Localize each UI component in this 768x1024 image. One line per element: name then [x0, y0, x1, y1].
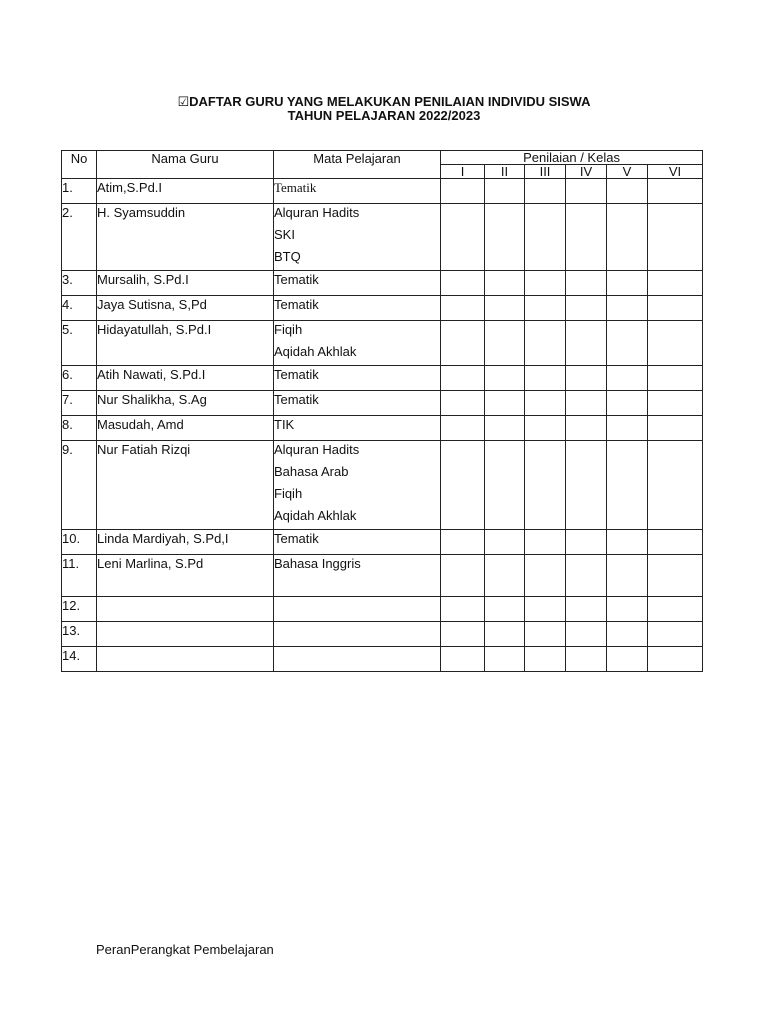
class-assessment-cell: [607, 530, 648, 555]
subject-cell: [274, 204, 441, 271]
row-number: [62, 321, 97, 366]
class-assessment-cell: [607, 321, 648, 366]
class-assessment-cell: [566, 555, 607, 597]
class-assessment-cell: [485, 179, 525, 204]
teacher-assessment-table: [61, 150, 703, 672]
subject-text: Tematik: [274, 272, 319, 287]
class-assessment-cell: [485, 271, 525, 296]
class-assessment-cell: [648, 530, 703, 555]
class-assessment-cell: [485, 597, 525, 622]
class-assessment-cell: [648, 441, 703, 530]
class-assessment-cell: [566, 597, 607, 622]
subject-cell: [274, 271, 441, 296]
row-number-text: 9.: [62, 442, 73, 457]
header-class-6: VI: [648, 165, 703, 179]
row-number-text: 11.: [62, 556, 80, 571]
teacher-name: [97, 647, 274, 672]
class-assessment-cell: [485, 416, 525, 441]
class-assessment-cell: [441, 366, 485, 391]
class-assessment-cell: [566, 321, 607, 366]
row-number: [62, 271, 97, 296]
class-assessment-cell: [441, 271, 485, 296]
class-assessment-cell: [525, 366, 566, 391]
row-number: [62, 555, 97, 597]
subject-cell: [274, 597, 441, 622]
class-assessment-cell: [566, 271, 607, 296]
class-assessment-cell: [566, 530, 607, 555]
class-assessment-cell: [485, 530, 525, 555]
subject-cell: [274, 366, 441, 391]
header-class-2: II: [485, 165, 525, 179]
row-number: [62, 296, 97, 321]
class-assessment-cell: [441, 441, 485, 530]
subject-text: Tematik: [274, 297, 319, 312]
subject-cell: [274, 179, 441, 204]
class-assessment-cell: [441, 204, 485, 271]
class-assessment-cell: [525, 204, 566, 271]
teacher-name: [97, 366, 274, 391]
class-assessment-cell: [441, 416, 485, 441]
class-assessment-cell: [441, 530, 485, 555]
row-number-text: 5.: [62, 322, 73, 337]
row-number: [62, 179, 97, 204]
class-assessment-cell: [485, 622, 525, 647]
class-assessment-cell: [525, 555, 566, 597]
subject-cell: [274, 647, 441, 672]
class-assessment-cell: [485, 204, 525, 271]
row-number-text: 10.: [62, 531, 81, 546]
teacher-name: [97, 271, 274, 296]
class-assessment-cell: [648, 296, 703, 321]
row-number: [62, 366, 97, 391]
class-assessment-cell: [648, 271, 703, 296]
class-assessment-cell: [441, 647, 485, 672]
class-assessment-cell: [485, 647, 525, 672]
teacher-name-text: Atih Nawati, S.Pd.I: [97, 367, 206, 382]
footer-text: PeranPerangkat Pembelajaran: [96, 942, 274, 957]
table-row: [62, 530, 703, 555]
subject-cell: [274, 296, 441, 321]
class-assessment-cell: [441, 179, 485, 204]
teacher-name-text: Nur Shalikha, S.Ag: [97, 392, 207, 407]
row-number: [62, 204, 97, 271]
table-row: [62, 321, 703, 366]
subject-text: Bahasa Inggris: [274, 556, 361, 571]
class-assessment-cell: [525, 441, 566, 530]
class-assessment-cell: [566, 391, 607, 416]
class-assessment-cell: [648, 597, 703, 622]
class-assessment-cell: [485, 321, 525, 366]
class-assessment-cell: [607, 296, 648, 321]
header-class-5: V: [607, 165, 648, 179]
class-assessment-cell: [525, 296, 566, 321]
document-title: ☑DAFTAR GURU YANG MELAKUKAN PENILAIAN INDIVIDU SISWA: [177, 94, 591, 109]
class-assessment-cell: [566, 296, 607, 321]
subject-text: Fiqih: [274, 486, 303, 501]
table-row: [62, 441, 703, 530]
class-assessment-cell: [525, 391, 566, 416]
teacher-name-text: [97, 647, 273, 669]
subject-cell: [274, 391, 441, 416]
row-number: [62, 530, 97, 555]
class-assessment-cell: [525, 271, 566, 296]
class-assessment-cell: [648, 366, 703, 391]
row-number-text: 14.: [62, 648, 81, 663]
teacher-name: [97, 597, 274, 622]
subject-cell: [274, 555, 441, 597]
subject-text: Tematik: [274, 531, 319, 546]
subject-cell: [274, 441, 441, 530]
teacher-name: [97, 204, 274, 271]
class-assessment-cell: [525, 530, 566, 555]
class-assessment-cell: [485, 366, 525, 391]
subject-text: Tematik: [274, 367, 319, 382]
class-assessment-cell: [648, 204, 703, 271]
header-assessment: Penilaian / Kelas: [441, 151, 703, 165]
teacher-name-text: Hidayatullah, S.Pd.I: [97, 322, 212, 337]
teacher-name: [97, 179, 274, 204]
subject-text: BTQ: [274, 249, 301, 264]
teacher-name-text: H. Syamsuddin: [97, 205, 186, 220]
class-assessment-cell: [566, 366, 607, 391]
teacher-name: [97, 555, 274, 597]
class-assessment-cell: [648, 179, 703, 204]
subject-cell: [274, 622, 441, 647]
row-number-text: 6.: [62, 367, 73, 382]
subject-cell: [274, 321, 441, 366]
class-assessment-cell: [525, 597, 566, 622]
teacher-name-text: [97, 622, 273, 644]
class-assessment-cell: [607, 416, 648, 441]
class-assessment-cell: [648, 416, 703, 441]
class-assessment-cell: [566, 416, 607, 441]
subject-cell: [274, 530, 441, 555]
table-row: [62, 391, 703, 416]
subject-text: Alquran Hadits: [274, 442, 360, 457]
class-assessment-cell: [607, 647, 648, 672]
class-assessment-cell: [525, 622, 566, 647]
class-assessment-cell: [607, 366, 648, 391]
table-row: [62, 204, 703, 271]
header-subject: Mata Pelajaran: [274, 151, 441, 179]
table-row: [62, 597, 703, 622]
teacher-name-text: Masudah, Amd: [97, 417, 184, 432]
row-number-text: 12.: [62, 598, 81, 613]
class-assessment-cell: [441, 391, 485, 416]
subject-text: TIK: [274, 417, 295, 432]
class-assessment-cell: [607, 179, 648, 204]
subject-text: SKI: [274, 227, 295, 242]
teacher-name: [97, 441, 274, 530]
row-number-text: 2.: [62, 205, 73, 220]
class-assessment-cell: [648, 555, 703, 597]
row-number: [62, 622, 97, 647]
header-class-4: IV: [566, 165, 607, 179]
subject-cell: [274, 416, 441, 441]
subject-text: Alquran Hadits: [274, 205, 360, 220]
row-number-text: 8.: [62, 417, 73, 432]
class-assessment-cell: [566, 622, 607, 647]
header-class-3: III: [525, 165, 566, 179]
table-row: [62, 555, 703, 597]
subject-text: Aqidah Akhlak: [274, 508, 357, 523]
class-assessment-cell: [566, 179, 607, 204]
teacher-name-text: Atim,S.Pd.I: [97, 180, 163, 195]
teacher-name: [97, 321, 274, 366]
teacher-name: [97, 391, 274, 416]
header-name: Nama Guru: [97, 151, 274, 179]
teacher-name-text: [97, 597, 273, 619]
table-row: [62, 366, 703, 391]
table-row: [62, 416, 703, 441]
class-assessment-cell: [525, 416, 566, 441]
row-number-text: 3.: [62, 272, 73, 287]
subject-text: Aqidah Akhlak: [274, 344, 357, 359]
row-number-text: 7.: [62, 392, 73, 407]
row-number-text: 1.: [62, 180, 73, 195]
row-number: [62, 597, 97, 622]
teacher-name: [97, 530, 274, 555]
class-assessment-cell: [525, 647, 566, 672]
class-assessment-cell: [566, 441, 607, 530]
teacher-name-text: Linda Mardiyah, S.Pd,I: [97, 531, 229, 546]
class-assessment-cell: [485, 441, 525, 530]
header-class-1: I: [441, 165, 485, 179]
table-row: [62, 647, 703, 672]
teacher-name-text: Mursalih, S.Pd.I: [97, 272, 189, 287]
class-assessment-cell: [648, 647, 703, 672]
class-assessment-cell: [485, 555, 525, 597]
class-assessment-cell: [607, 204, 648, 271]
class-assessment-cell: [648, 391, 703, 416]
teacher-name-text: Nur Fatiah Rizqi: [97, 442, 191, 457]
class-assessment-cell: [525, 179, 566, 204]
table-body: [62, 179, 703, 672]
class-assessment-cell: [648, 622, 703, 647]
subject-text: Tematik: [274, 180, 317, 195]
subject-text: Tematik: [274, 392, 319, 407]
subject-text: Bahasa Arab: [274, 464, 349, 479]
teacher-name: [97, 416, 274, 441]
header-no: No: [62, 151, 97, 179]
class-assessment-cell: [485, 391, 525, 416]
class-assessment-cell: [607, 597, 648, 622]
class-assessment-cell: [607, 555, 648, 597]
class-assessment-cell: [485, 296, 525, 321]
class-assessment-cell: [607, 441, 648, 530]
row-number-text: 13.: [62, 623, 81, 638]
class-assessment-cell: [441, 321, 485, 366]
row-number: [62, 391, 97, 416]
document-subtitle: TAHUN PELAJARAN 2022/2023: [287, 108, 481, 123]
table-row: [62, 296, 703, 321]
class-assessment-cell: [607, 271, 648, 296]
teacher-name: [97, 622, 274, 647]
table-row: [62, 179, 703, 204]
class-assessment-cell: [525, 321, 566, 366]
class-assessment-cell: [441, 555, 485, 597]
row-number: [62, 416, 97, 441]
table-row: [62, 271, 703, 296]
table-row: [62, 622, 703, 647]
row-number: [62, 441, 97, 530]
class-assessment-cell: [607, 622, 648, 647]
teacher-name-text: Leni Marlina, S.Pd: [97, 556, 204, 571]
class-assessment-cell: [441, 296, 485, 321]
teacher-name-text: Jaya Sutisna, S,Pd: [97, 297, 207, 312]
class-assessment-cell: [607, 391, 648, 416]
row-number-text: 4.: [62, 297, 73, 312]
class-assessment-cell: [566, 647, 607, 672]
teacher-name: [97, 296, 274, 321]
subject-text: Fiqih: [274, 322, 303, 337]
class-assessment-cell: [566, 204, 607, 271]
row-number: [62, 647, 97, 672]
class-assessment-cell: [441, 622, 485, 647]
class-assessment-cell: [441, 597, 485, 622]
class-assessment-cell: [648, 321, 703, 366]
